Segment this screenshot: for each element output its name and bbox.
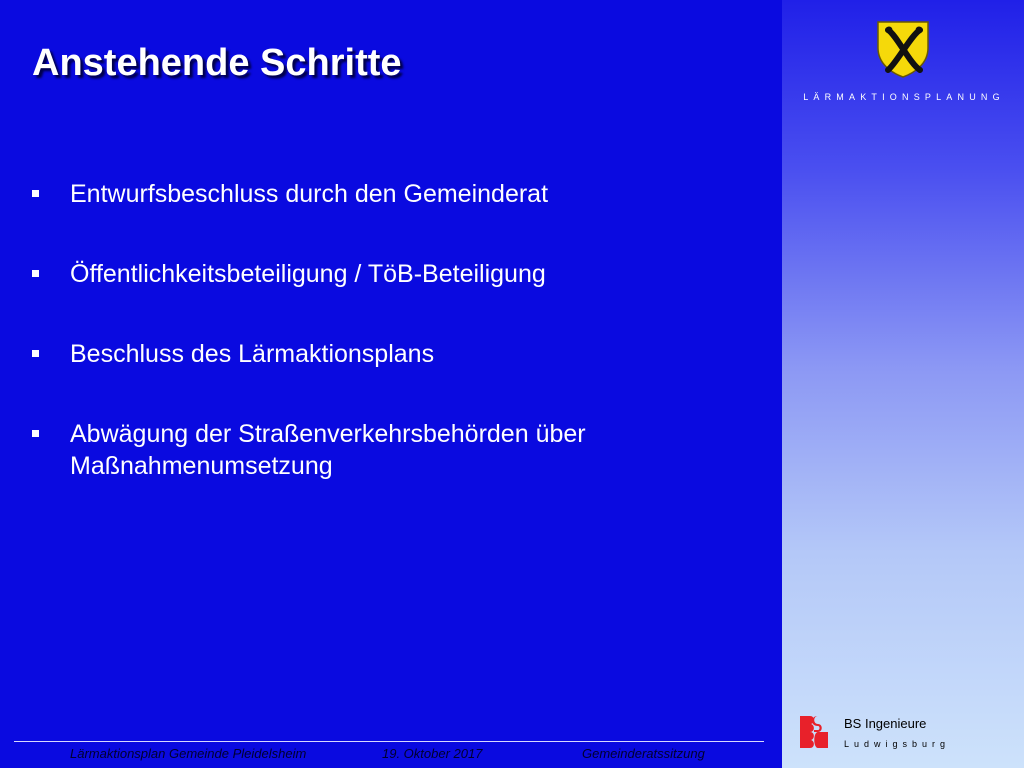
square-bullet-icon: [32, 270, 39, 277]
square-bullet-icon: [32, 350, 39, 357]
coat-of-arms-icon: [876, 20, 930, 78]
square-bullet-icon: [32, 190, 39, 197]
sidebar: [782, 0, 1024, 768]
footer-date: 19. Oktober 2017: [382, 746, 483, 761]
company-name: BS Ingenieure: [844, 716, 927, 731]
bullet-text: Abwägung der Straßenverkehrsbehörden über Maßnahmenumsetzung: [70, 420, 586, 480]
slide-title: Anstehende Schritte: [32, 42, 402, 84]
bullet-list: [32, 178, 752, 530]
bullet-text: Beschluss des Lärmaktionsplans: [70, 340, 435, 368]
bullet-item: [32, 338, 752, 370]
bullet-item: [32, 258, 752, 290]
bullet-text: Öffentlichkeitsbeteiligung / TöB-Beteiligung: [70, 260, 546, 288]
bullet-item: [32, 418, 752, 482]
square-bullet-icon: [32, 430, 39, 437]
footer-meeting: Gemeinderatssitzung: [582, 746, 705, 761]
footer-divider: [14, 741, 764, 742]
bullet-text: Entwurfsbeschluss durch den Gemeinderat: [70, 180, 549, 208]
sidebar-label: LÄRMAKTIONSPLANUNG: [803, 92, 1005, 102]
footer-project: Lärmaktionsplan Gemeinde Pleidelsheim: [70, 746, 307, 761]
company-city: Ludwigsburg: [844, 739, 951, 749]
bs-ingenieure-logo-icon: [800, 716, 832, 748]
bullet-item: [32, 178, 752, 210]
